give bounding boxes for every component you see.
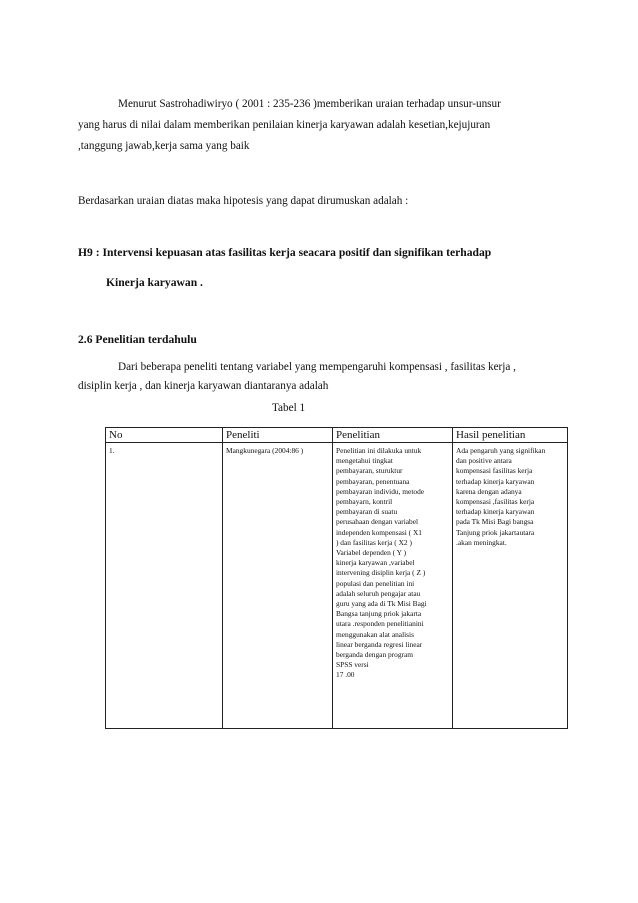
intro-line: yang harus di nilai dalam memberikan penilaian kinerja karyawan adalah kesetian,kejujuran [78, 119, 491, 131]
cell-hasil-penelitian [453, 443, 568, 729]
section-paragraph-line: Dari beberapa peneliti tentang variabel yang mempengaruhi kompensasi , fasilitas kerja , [118, 361, 516, 373]
header-peneliti: Peneliti [223, 428, 333, 443]
table-row [106, 443, 568, 729]
cell-no-text: 1. [109, 446, 115, 455]
hypothesis-h9-line1: H9 : Intervensi kepuasan atas fasilitas kerja seacara positif dan signifikan terhadap [78, 246, 492, 259]
cell-penelitian-line: ) dan fasilitas kerja ( X2 ) [336, 537, 412, 547]
hypothesis-h9-line2: Kinerja karyawan . [106, 276, 203, 289]
hypothesis-intro [78, 191, 562, 212]
section-paragraph [78, 358, 562, 396]
section-paragraph-line: disiplin kerja , dan kinerja karyawan diantaranya adalah [78, 380, 329, 392]
cell-penelitian-line: pembayaran, penentuana [336, 476, 410, 486]
cell-penelitian [333, 443, 453, 729]
cell-penelitian-line: Bangsa tanjung priok jakarta [336, 609, 422, 619]
cell-hasil-line: dan positive antara [456, 456, 512, 466]
cell-hasil-line: .akan meningkat. [456, 537, 507, 547]
cell-penelitian-line: pembayaran individu, metode [336, 486, 425, 496]
cell-penelitian-line: guru yang ada di Tk Misi Bagi [336, 599, 427, 609]
cell-no [106, 443, 223, 729]
cell-penelitian-line: pembayaran, sturuktur [336, 466, 403, 476]
intro-line: ,tanggung jawab,kerja sama yang baik [78, 140, 250, 152]
intro-line: Menurut Sastrohadiwiryo ( 2001 : 235-236 )memberikan uraian terhadap unsur-unsur [118, 98, 501, 110]
research-table [105, 427, 568, 729]
cell-hasil-line: kompensasi ,fasilitas kerja [456, 497, 535, 507]
cell-penelitian-line: intervening disiplin kerja ( Z ) [336, 568, 426, 578]
cell-penelitian-line: adalah seluruh pengajar atau [336, 588, 421, 598]
cell-penelitian-line: mengetahui tingkat [336, 456, 393, 466]
cell-penelitian-line: Variabel dependen ( Y ) [336, 548, 407, 558]
cell-hasil-line: Ada pengaruh yang signifikan [456, 446, 546, 455]
cell-penelitian-line: perusahaan dengan variabel [336, 517, 419, 527]
header-no: No [106, 428, 223, 443]
cell-penelitian-line: independen kompensasi ( X1 [336, 527, 422, 537]
table-caption: Tabel 1 [272, 402, 306, 414]
cell-penelitian-line: berganda dengan program [336, 650, 414, 660]
cell-penelitian-line: utara .responden penelitianini [336, 619, 424, 629]
cell-hasil-line: pada Tk Misi Bagi bangsa [456, 517, 534, 527]
cell-hasil-line: kompensasi fasilitas kerja [456, 466, 533, 476]
cell-hasil-line: Tanjung priok jakartautara [456, 527, 535, 537]
cell-hasil-line: terhadap kinerja karyawan [456, 476, 535, 486]
cell-penelitian-line: kinerja karyawan ,variabel [336, 558, 415, 568]
cell-penelitian-line: SPSS versi [336, 660, 369, 670]
cell-hasil-line: karena dengan adanya [456, 486, 522, 496]
cell-peneliti-text: Mangkunegara (2004:86 ) [226, 446, 304, 455]
header-hasil-penelitian: Hasil penelitian [453, 428, 568, 443]
cell-penelitian-line: menggunakan alat analisis [336, 629, 414, 639]
header-penelitian: Penelitian [333, 428, 453, 443]
cell-hasil-line: terhadap kinerja karyawan [456, 507, 535, 517]
cell-penelitian-line: 17 .00 [336, 670, 355, 680]
cell-penelitian-line: pembayarn, kontril [336, 497, 393, 507]
cell-penelitian-line: linear berganda regresi linear [336, 639, 423, 649]
hypothesis-intro-text: Berdasarkan uraian diatas maka hipotesis yang dapat dirumuskan adalah : [78, 195, 409, 207]
cell-penelitian-line: pembayaran di suatu [336, 507, 398, 517]
cell-penelitian-line: Penelitian ini dilakuka untuk [336, 446, 422, 455]
section-heading: 2.6 Penelitian terdahulu [78, 333, 197, 346]
intro-paragraph [78, 94, 562, 157]
cell-penelitian-line: populasi dan penelitian ini [336, 578, 415, 588]
table-header-row [106, 428, 568, 443]
cell-peneliti [223, 443, 333, 729]
